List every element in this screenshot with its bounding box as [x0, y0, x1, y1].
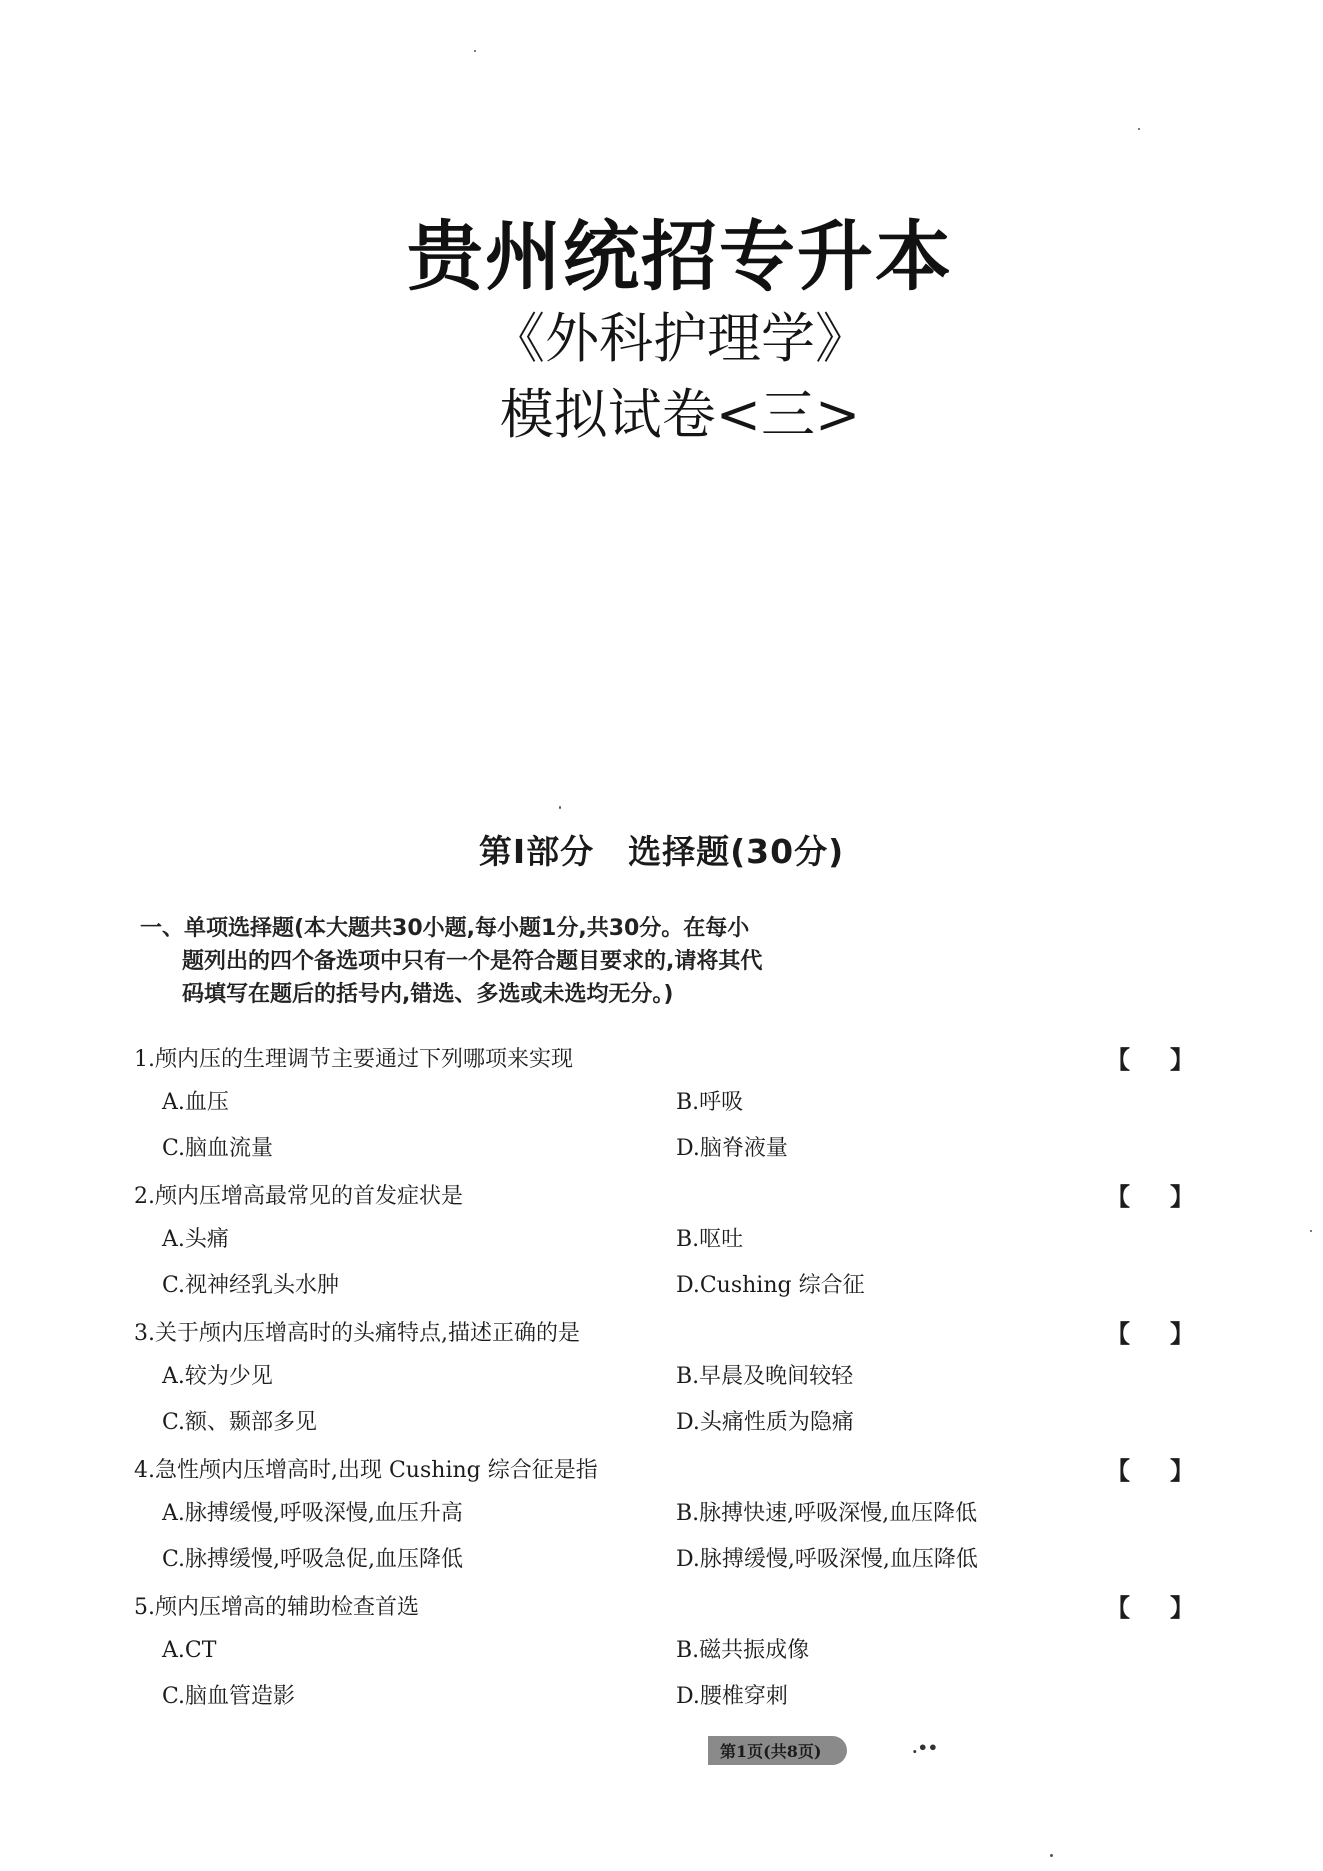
paper-title: 模拟试卷<三> — [499, 383, 861, 446]
scan-speck — [1310, 1230, 1312, 1232]
footer-marks: .•• — [912, 1738, 939, 1757]
scan-speck — [559, 806, 561, 809]
instructions-line: 码填写在题后的括号内,错选、多选或未选均无分。) — [182, 982, 674, 1007]
exam-title: 贵州统招专升本 — [407, 212, 953, 301]
instructions — [140, 912, 900, 1011]
question-stem: 1.颅内压的生理调节主要通过下列哪项来实现 — [134, 1047, 573, 1072]
option-d: D.腰椎穿刺 — [676, 1684, 788, 1709]
answer-bracket: 【 】 — [1106, 1320, 1194, 1348]
option-c: C.视神经乳头水肿 — [162, 1273, 340, 1298]
option-a: A.脉搏缓慢,呼吸深慢,血压升高 — [162, 1501, 463, 1526]
option-d: D.脑脊液量 — [676, 1136, 788, 1161]
option-c: C.脑血管造影 — [162, 1684, 296, 1709]
question-5 — [134, 1588, 1194, 1720]
question-stem: 4.急性颅内压增高时,出现 Cushing 综合征是指 — [134, 1458, 598, 1483]
option-a: A.血压 — [162, 1090, 229, 1115]
answer-bracket: 【 】 — [1106, 1457, 1194, 1485]
option-a: A.较为少见 — [162, 1364, 273, 1389]
option-a: A.头痛 — [162, 1227, 229, 1252]
page-number: 第1页(共8页) — [708, 1736, 847, 1765]
question-stem: 5.颅内压增高的辅助检查首选 — [134, 1595, 419, 1620]
answer-bracket: 【 】 — [1106, 1594, 1194, 1622]
instructions-line: 一、单项选择题(本大题共30小题,每小题1分,共30分。在每小 — [140, 916, 750, 941]
option-b: B.脉搏快速,呼吸深慢,血压降低 — [676, 1501, 978, 1526]
subject-title: 《外科护理学》 — [491, 307, 869, 370]
option-b: B.呼吸 — [676, 1090, 744, 1115]
section-heading: 第Ⅰ部分 选择题(30分) — [478, 832, 845, 871]
option-b: B.呕吐 — [676, 1227, 744, 1252]
question-stem: 2.颅内压增高最常见的首发症状是 — [134, 1184, 463, 1209]
option-a: A.CT — [162, 1638, 217, 1663]
scan-speck — [1138, 128, 1140, 130]
option-c: C.额、颞部多见 — [162, 1410, 318, 1435]
instructions-line: 题列出的四个备选项中只有一个是符合题目要求的,请将其代 — [182, 949, 763, 974]
option-b: B.磁共振成像 — [676, 1638, 810, 1663]
scan-speck — [474, 50, 476, 52]
answer-bracket: 【 】 — [1106, 1046, 1194, 1074]
option-b: B.早晨及晚间较轻 — [676, 1364, 854, 1389]
answer-bracket: 【 】 — [1106, 1183, 1194, 1211]
option-c: C.脉搏缓慢,呼吸急促,血压降低 — [162, 1547, 464, 1572]
question-stem: 3.关于颅内压增高时的头痛特点,描述正确的是 — [134, 1321, 580, 1346]
question-3 — [134, 1314, 1194, 1446]
option-d: D.Cushing 综合征 — [676, 1273, 865, 1298]
option-d: D.脉搏缓慢,呼吸深慢,血压降低 — [676, 1547, 978, 1572]
question-4 — [134, 1451, 1194, 1583]
scan-speck — [1050, 1854, 1053, 1857]
question-2 — [134, 1177, 1194, 1309]
option-d: D.头痛性质为隐痛 — [676, 1410, 854, 1435]
option-c: C.脑血流量 — [162, 1136, 274, 1161]
question-1 — [134, 1040, 1194, 1172]
